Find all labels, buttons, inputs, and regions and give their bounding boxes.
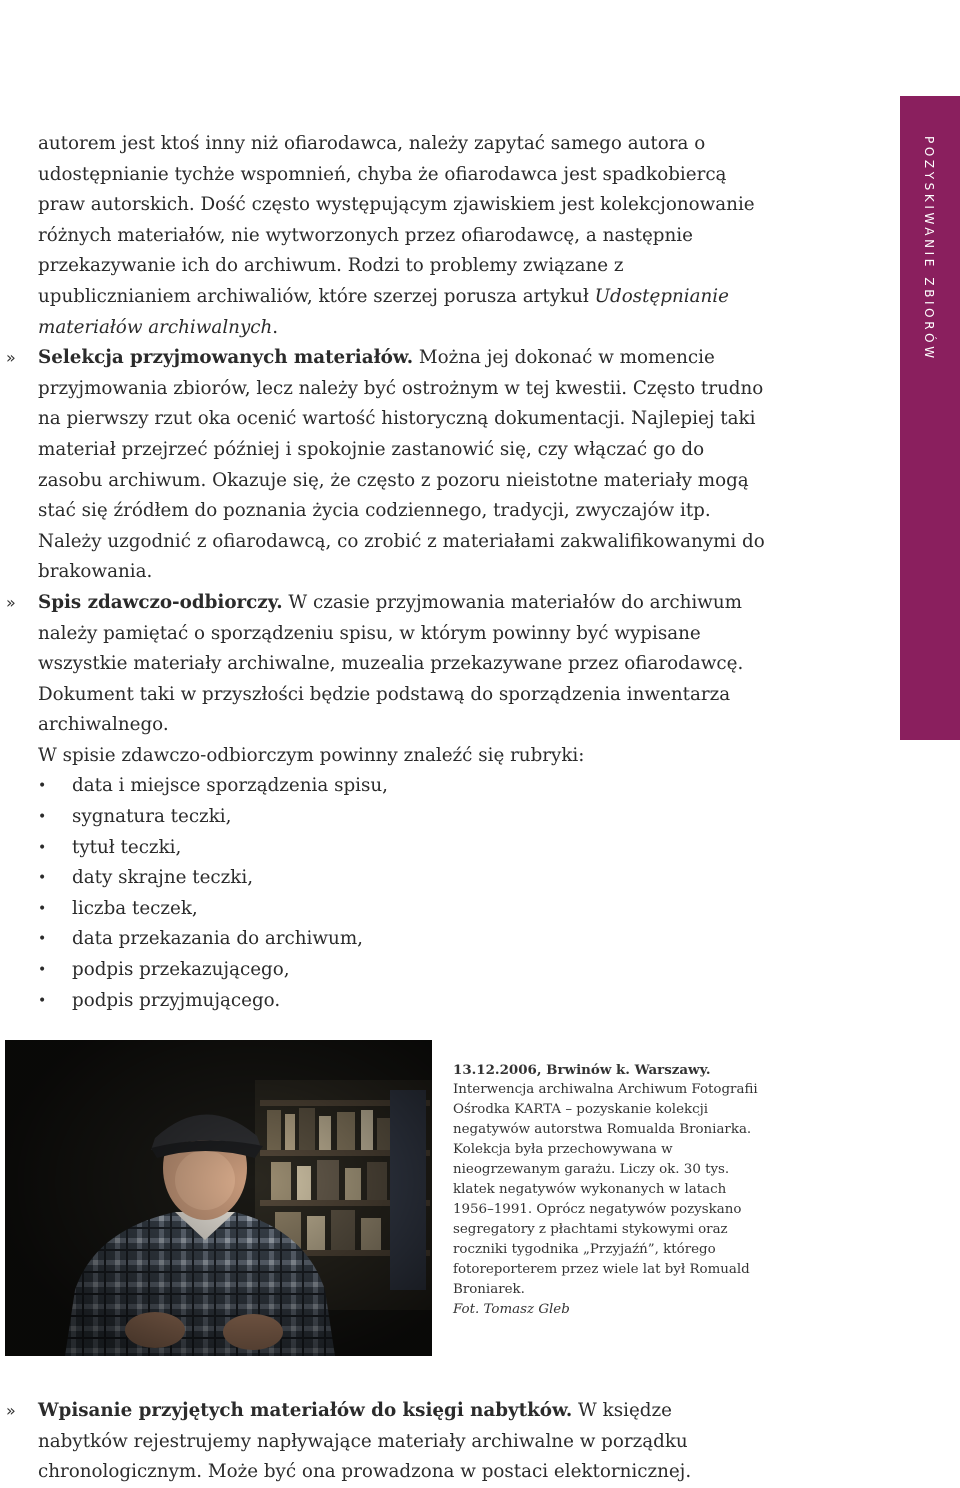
section-marker: » [6,348,16,368]
section-selekcja [6,343,766,588]
section-side-tab [900,0,960,740]
list-item: • podpis przyjmującego. [38,986,766,1017]
section-body: Można jej dokonać w momencie przyjmowania zbiorów, lecz należy być ostrożnym w tej kwestii. Często trudno na pierwszy rzut oka ocenić wartość historyczną dokumentacji. Najlepiej taki materiał przejrzeć później i spokojnie zastanowić się, czy włączać go do zasobu archiwum. Okazuje się, że często z pozoru nieistotne materiały mogą stać się źródłem do poznania życia codziennego, tradycji, zwyczajów itp. Należy uzgodnić z ofiarodawcą, co zrobić z materiałami zakwalifikowanymi do brakowania. [38,347,765,583]
list-intro: W spisie zdawczo-odbiorczym powinny znaleźć się rubryki: [38,744,585,766]
section-wpisanie [6,1396,766,1488]
section-body: W księdze nabytków rejestrujemy napływające materiały archiwalne w porządku chronologicznym. Może być ona prowadzona w postaci elektornicznej. [38,1400,692,1483]
section-heading: Spis zdawczo-odbiorczy. [38,591,283,613]
bottom-text [6,1396,766,1488]
list-item: • liczba teczek, [38,894,766,925]
list-item: • sygnatura teczki, [38,802,766,833]
list-item: • daty skrajne teczki, [38,863,766,894]
main-text-column [6,129,766,1016]
rubrics-list [38,771,766,1016]
section-heading: Selekcja przyjmowanych materiałów. [38,347,414,369]
list-item: • tytuł teczki, [38,833,766,864]
intro-paragraph: autorem jest ktoś inny niż ofiarodawca, należy zapytać samego autora o udostępnianie tychże wspomnień, chyba że ofiarodawca jest spadkobiercą praw autorskich. Dość często występującym zjawiskiem jest kolekcjonowanie różnych materiałów, nie wytworzonych przez ofiarodawcę, a następnie przekazywanie ich do archiwum. Rodzi to problemy związane z upublicznianiem archiwaliów, które szerzej porusza artykuł Udostępnianie materiałów archiwalnych. [38,133,755,338]
section-marker: » [6,592,16,612]
section-heading: Wpisanie przyjętych materiałów do księgi nabytków. [38,1400,573,1421]
caption-body: Interwencja archiwalna Archiwum Fotografii Ośrodka KARTA – pozyskanie kolekcji negatywów autorstwa Romualda Broniarka. Kolekcja była przechowywana w nieogrzewanym garażu. Liczy ok. 30 tys. klatek negatywów wykonanych w latach 1956–1991. Oprócz negatywów pozyskano segregatory z płachtami stykowymi oraz roczniki tygodnika „Przyjaźń”, którego fotoreporterem przez wiele lat był Romuald Broniarek. [453,1082,758,1297]
photo-caption [453,1060,763,1320]
archive-photo [5,1040,432,1356]
list-item: • data przekazania do archiwum, [38,924,766,955]
list-item: • data i miejsce sporządzenia spisu, [38,771,766,802]
list-item: • podpis przekazującego, [38,955,766,986]
section-spis [6,588,766,741]
section-marker: » [6,1401,16,1420]
section-body: W czasie przyjmowania materiałów do archiwum należy pamiętać o sporządzeniu spisu, w którym powinny być wypisane wszystkie materiały archiwalne, muzealia przekazywane przez ofiarodawcę. Dokument taki w przyszłości będzie podstawą do sporządzenia inwentarza archiwalnego. [38,591,744,736]
caption-date: 13.12.2006, Brwinów k. Warszawy. [453,1062,711,1078]
side-tab-label: POZYSKIWANIE ZBIORÓW [922,136,936,362]
caption-credit: Fot. Tomasz Gleb [453,1302,570,1317]
